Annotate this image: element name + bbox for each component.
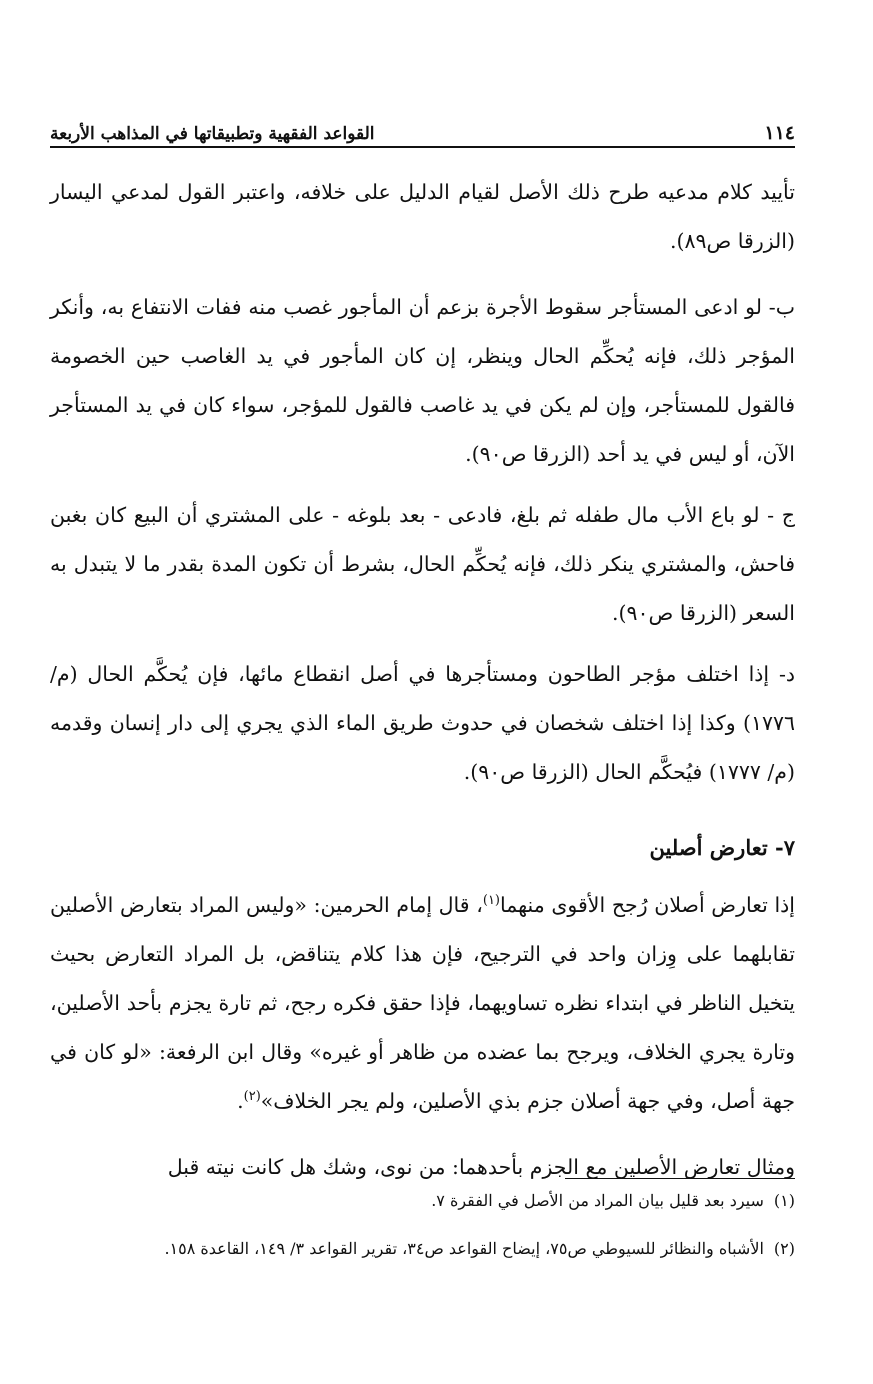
section-heading: ٧- تعارض أصلين (649, 835, 795, 860)
section-intro-quote: ، قال إمام الحرمين: «وليس المراد بتعارض الأصلين تقابلهما على وِزان واحد في الترجيح، فإن هذا كلام يتناقض، بل المراد التعارض بحيث يتخيل الناظر في ابتداء نظره تساويهما، فإذا حقق فكره رجح، ثم تارة يجزم بأحد الأصلين، وتارة يجري الخلاف، ويرجح بما عضده من ظاهر أو غيره» وقال ابن الرفعة: «لو كان في جهة أصل، وفي جهة أصلان جزم بذي الأصلين، ولم يجر الخلاف» (50, 893, 795, 1113)
footnote-marker: (٢) (773, 1239, 795, 1258)
paragraph-continuation: تأييد كلام مدعيه طرح ذلك الأصل لقيام الدليل على خلافه، واعتبر القول لمدعي اليسار (الزرقا ص٨٩). (50, 180, 795, 253)
page-number: ١١٤ (764, 122, 795, 144)
book-page (50, 0, 795, 1384)
paragraph-section-intro (50, 881, 795, 1126)
footnote-item (50, 1238, 795, 1260)
body-text (50, 168, 795, 1209)
footnotes (50, 1190, 795, 1286)
footnote-marker: (١) (773, 1191, 795, 1210)
paragraph-example-b: ب- لو ادعى المستأجر سقوط الأجرة بزعم أن المأجور غصب منه ففات الانتفاع به، وأنكر المؤجر ذلك، فإنه يُحكِّم الحال وينظر، إن كان المأجور في يد الغاصب حين الخصومة فالقول للمستأجر، وإن لم يكن في يد غاصب فالقول للمؤجر، سواء كان في يد المستأجر الآن، أو ليس في يد أحد (الزرقا ص٩٠). (50, 295, 795, 466)
footnote-item (50, 1190, 795, 1212)
section-intro-text: إذا تعارض أصلان رُجح الأقوى منهما (500, 893, 795, 917)
page-header (50, 110, 795, 144)
header-rule (50, 146, 795, 148)
footnote-rule (565, 1178, 795, 1179)
footnote-ref-1: (١) (482, 893, 500, 909)
section-intro-end: . (237, 1089, 244, 1113)
paragraph-example-d: د- إذا اختلف مؤجر الطاحون ومستأجرها في أصل انقطاع مائها، فإن يُحكَّم الحال (م/ ١٧٧٦) وكذا إذا اختلف شخصان في حدوث طريق الماء الذي يجري إلى دار إنسان وقدمه (م/ ١٧٧٧) فيُحكَّم الحال (الزرقا ص٩٠). (50, 662, 795, 784)
footnote-text: الأشباه والنظائر للسيوطي ص٧٥، إيضاح القواعد ص٣٤، تقرير القواعد ٣/ ١٤٩، القاعدة ١٥٨. (164, 1239, 764, 1258)
footnote-text: سيرد بعد قليل بيان المراد من الأصل في الفقرة ٧. (431, 1191, 764, 1210)
paragraph-example-c: ج - لو باع الأب مال طفله ثم بلغ، فادعى - بعد بلوغه - على المشتري أن البيع كان بغبن فاحش، والمشتري ينكر ذلك، فإنه يُحكِّم الحال، بشرط أن تكون المدة بقدر ما لا يتبدل به السعر (الزرقا ص٩٠). (50, 503, 795, 625)
paragraph-example-intro: ومثال تعارض الأصلين مع الجزم بأحدهما: من نوى، وشك هل كانت نيته قبل (167, 1155, 795, 1179)
running-title: القواعد الفقهية وتطبيقاتها في المذاهب الأربعة (50, 124, 375, 144)
footnote-ref-2: (٢) (243, 1089, 261, 1105)
